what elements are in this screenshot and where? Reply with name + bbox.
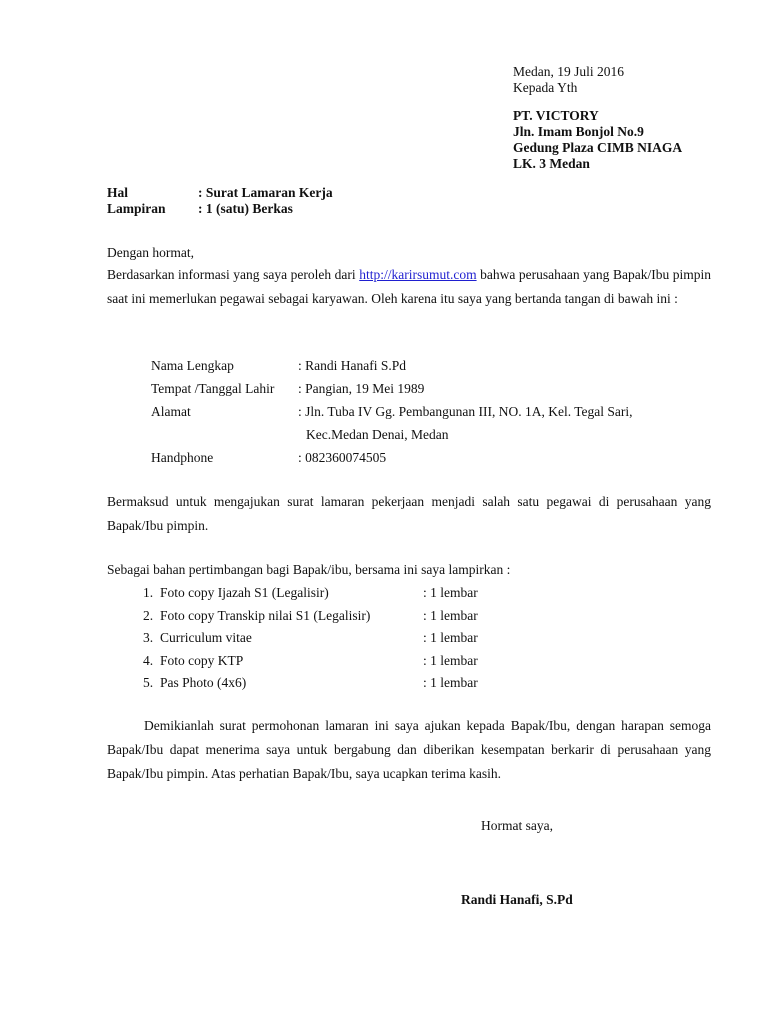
birth-value: : Pangian, 19 Mei 1989 xyxy=(298,381,425,396)
subject-hal-value: : Surat Lamaran Kerja xyxy=(198,185,333,200)
closing-paragraph: Demikianlah surat permohonan lamaran ini saya ajukan kepada Bapak/Ibu, dengan harapan semoga Bapak/Ibu dapat menerima saya untuk bergabung dan diberikan kesempatan berkarir di perusahaan yang Bapak/Ibu pimpin. Atas perhatian Bapak/Ibu, saya ucapkan terima kasih. xyxy=(107,718,711,781)
attachment-item xyxy=(107,674,711,694)
recipient-address-line2: Gedung Plaza CIMB NIAGA xyxy=(513,140,683,155)
sign-off: Hormat saya, xyxy=(481,818,553,833)
attachment-number: 1. xyxy=(143,585,154,600)
attachment-name: Foto copy Transkip nilai S1 (Legalisir) xyxy=(160,608,371,623)
name-label: Nama Lengkap xyxy=(151,358,234,373)
intro-text-before-link: Berdasarkan informasi yang saya peroleh dari xyxy=(107,267,360,282)
intro-text-after-link: bahwa perusahaan yang Bapak/Ibu pimpin saat ini memerlukan pegawai sebagai karyawan. Oleh karena itu saya yang bertanda tangan di bawah ini : xyxy=(107,267,711,306)
address-label: Alamat xyxy=(151,404,191,419)
attachment-item xyxy=(107,629,711,649)
letter-date: Medan, 19 Juli 2016 xyxy=(513,64,624,79)
attachment-item xyxy=(107,584,711,604)
subject-hal-label: Hal xyxy=(107,185,129,200)
attachment-name: Pas Photo (4x6) xyxy=(160,675,247,690)
address-value-line2: Kec.Medan Denai, Medan xyxy=(306,427,449,442)
attachment-name: Curriculum vitae xyxy=(160,630,252,645)
attachment-name: Foto copy Ijazah S1 (Legalisir) xyxy=(160,585,329,600)
phone-value: : 082360074505 xyxy=(298,450,387,465)
intro-paragraph xyxy=(107,263,711,311)
subject-lampiran-label: Lampiran xyxy=(107,201,166,216)
attachment-quantity: : 1 lembar xyxy=(423,675,478,690)
attachment-quantity: : 1 lembar xyxy=(423,585,478,600)
birth-label: Tempat /Tanggal Lahir xyxy=(151,381,275,396)
attachments-intro: Sebagai bahan pertimbangan bagi Bapak/ibu, bersama ini saya lampirkan : xyxy=(107,562,511,577)
karirsumut-link[interactable]: http://karirsumut.com xyxy=(359,267,477,282)
attachment-number: 4. xyxy=(143,653,154,668)
attachment-number: 3. xyxy=(143,630,154,645)
signature-name: Randi Hanafi, S.Pd xyxy=(461,892,573,907)
purpose-paragraph: Bermaksud untuk mengajukan surat lamaran pekerjaan menjadi salah satu pegawai di perusahaan yang Bapak/Ibu pimpin. xyxy=(107,494,711,533)
attachment-number: 5. xyxy=(143,675,154,690)
attachment-quantity: : 1 lembar xyxy=(423,653,478,668)
attachment-quantity: : 1 lembar xyxy=(423,630,478,645)
address-value-line1: : Jln. Tuba IV Gg. Pembangunan III, NO. 1A, Kel. Tegal Sari, xyxy=(298,404,633,419)
attachment-item xyxy=(107,607,711,627)
recipient-greeting: Kepada Yth xyxy=(513,80,578,95)
subject-lampiran-value: : 1 (satu) Berkas xyxy=(198,201,293,216)
attachment-name: Foto copy KTP xyxy=(160,653,244,668)
recipient-address-line3: LK. 3 Medan xyxy=(513,156,590,171)
attachment-item xyxy=(107,652,711,672)
recipient-company: PT. VICTORY xyxy=(513,108,599,123)
name-value: : Randi Hanafi S.Pd xyxy=(298,358,406,373)
attachment-number: 2. xyxy=(143,608,154,623)
recipient-address-line1: Jln. Imam Bonjol No.9 xyxy=(513,124,644,139)
attachment-quantity: : 1 lembar xyxy=(423,608,478,623)
salutation: Dengan hormat, xyxy=(107,245,194,260)
phone-label: Handphone xyxy=(151,450,214,465)
